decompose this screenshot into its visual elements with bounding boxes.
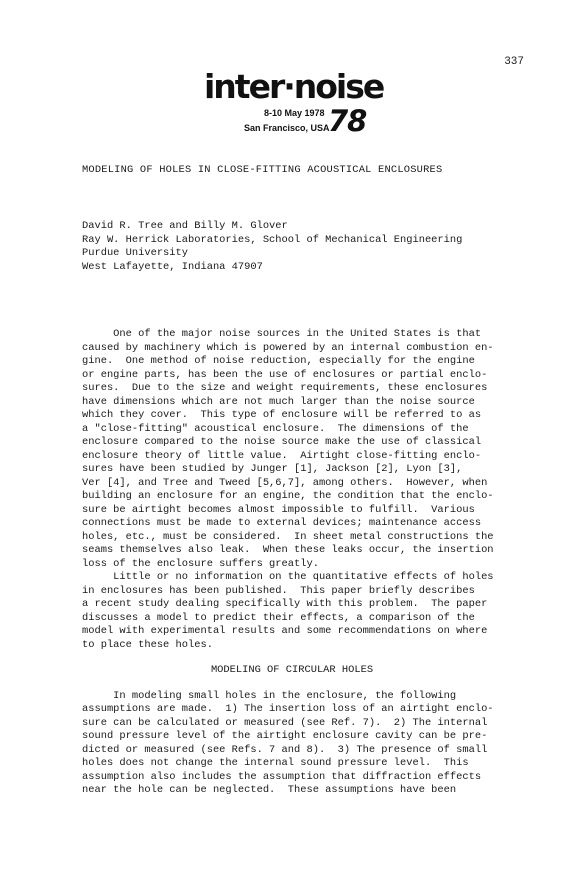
section-heading: MODELING OF CIRCULAR HOLES <box>210 664 374 676</box>
author-university: Purdue University <box>82 247 189 260</box>
body-text <box>82 328 502 798</box>
logo-year: 78 <box>328 104 367 138</box>
logo-wordmark: inter·noise <box>204 67 384 106</box>
page-number: 337 <box>504 56 524 68</box>
paper-title: MODELING OF HOLES IN CLOSE-FITTING ACOUSTICAL ENCLOSURES <box>82 164 443 176</box>
author-address: West Lafayette, Indiana 47907 <box>82 260 263 273</box>
author-affiliation: Ray W. Herrick Laboratories, School of Mechanical Engineering <box>82 233 463 246</box>
author-names: David R. Tree and Billy M. Glover <box>82 220 288 232</box>
paragraph-scope: Little or no information on the quantitative effects of holes in enclosures has been published. This paper briefly describes a recent study dealing specifically with this problem. The paper discusses a model to predict their effects, a comparison of the model with experimental results and some recommendations on where to place these holes. <box>82 571 494 651</box>
conference-logo <box>204 67 384 140</box>
logo-location: San Francisco, USA <box>244 123 330 133</box>
author-block <box>82 220 462 274</box>
paragraph-introduction: One of the major noise sources in the United States is that caused by machinery which is powered by an internal combustion en- gine. One method of noise reduction, especially for the engine or engine parts, has been the use of enclosures or partial enclo- sures. Due to the size and weight requirements, these enclosures have dimensions which are not much larger than the noise source which they cover. This type of enclosure will be referred to as a "close-fitting" acoustical enclosure. The dimensions of the enclosure compared to the noise source make the use of classical enclosure theory of little value. Airtight close-fitting enclo- sures have been studied by Junger [1], Jackson [2], Lyon [3], Ver [4], and Tree and Tweed [5,6,7], among others. However, when building an enclosure for an engine, the condition that the enclo- sure be airtight becomes almost impossible to fulfill. Various connections must be made to external devices; maintenance access holes, etc., must be considered. In sheet metal constructions the seams themselves also leak. When these leaks occur, the insertion loss of the enclosure suffers greatly. <box>82 328 494 570</box>
paragraph-modeling: In modeling small holes in the enclosure, the following assumptions are made. 1) The insertion loss of an airtight enclo- sure can be calculated or measured (see Ref. 7). 2) The internal sound pressure level of the airtight enclosure cavity can be pre- dicted or measured (see Refs. 7 and 8). 3) The presence of small holes does not change the internal sound pressure level. This assumption also includes the assumption that diffraction effects near the hole can be neglected. These assumptions have been <box>82 689 494 796</box>
logo-dates: 8-10 May 1978 <box>264 108 325 118</box>
